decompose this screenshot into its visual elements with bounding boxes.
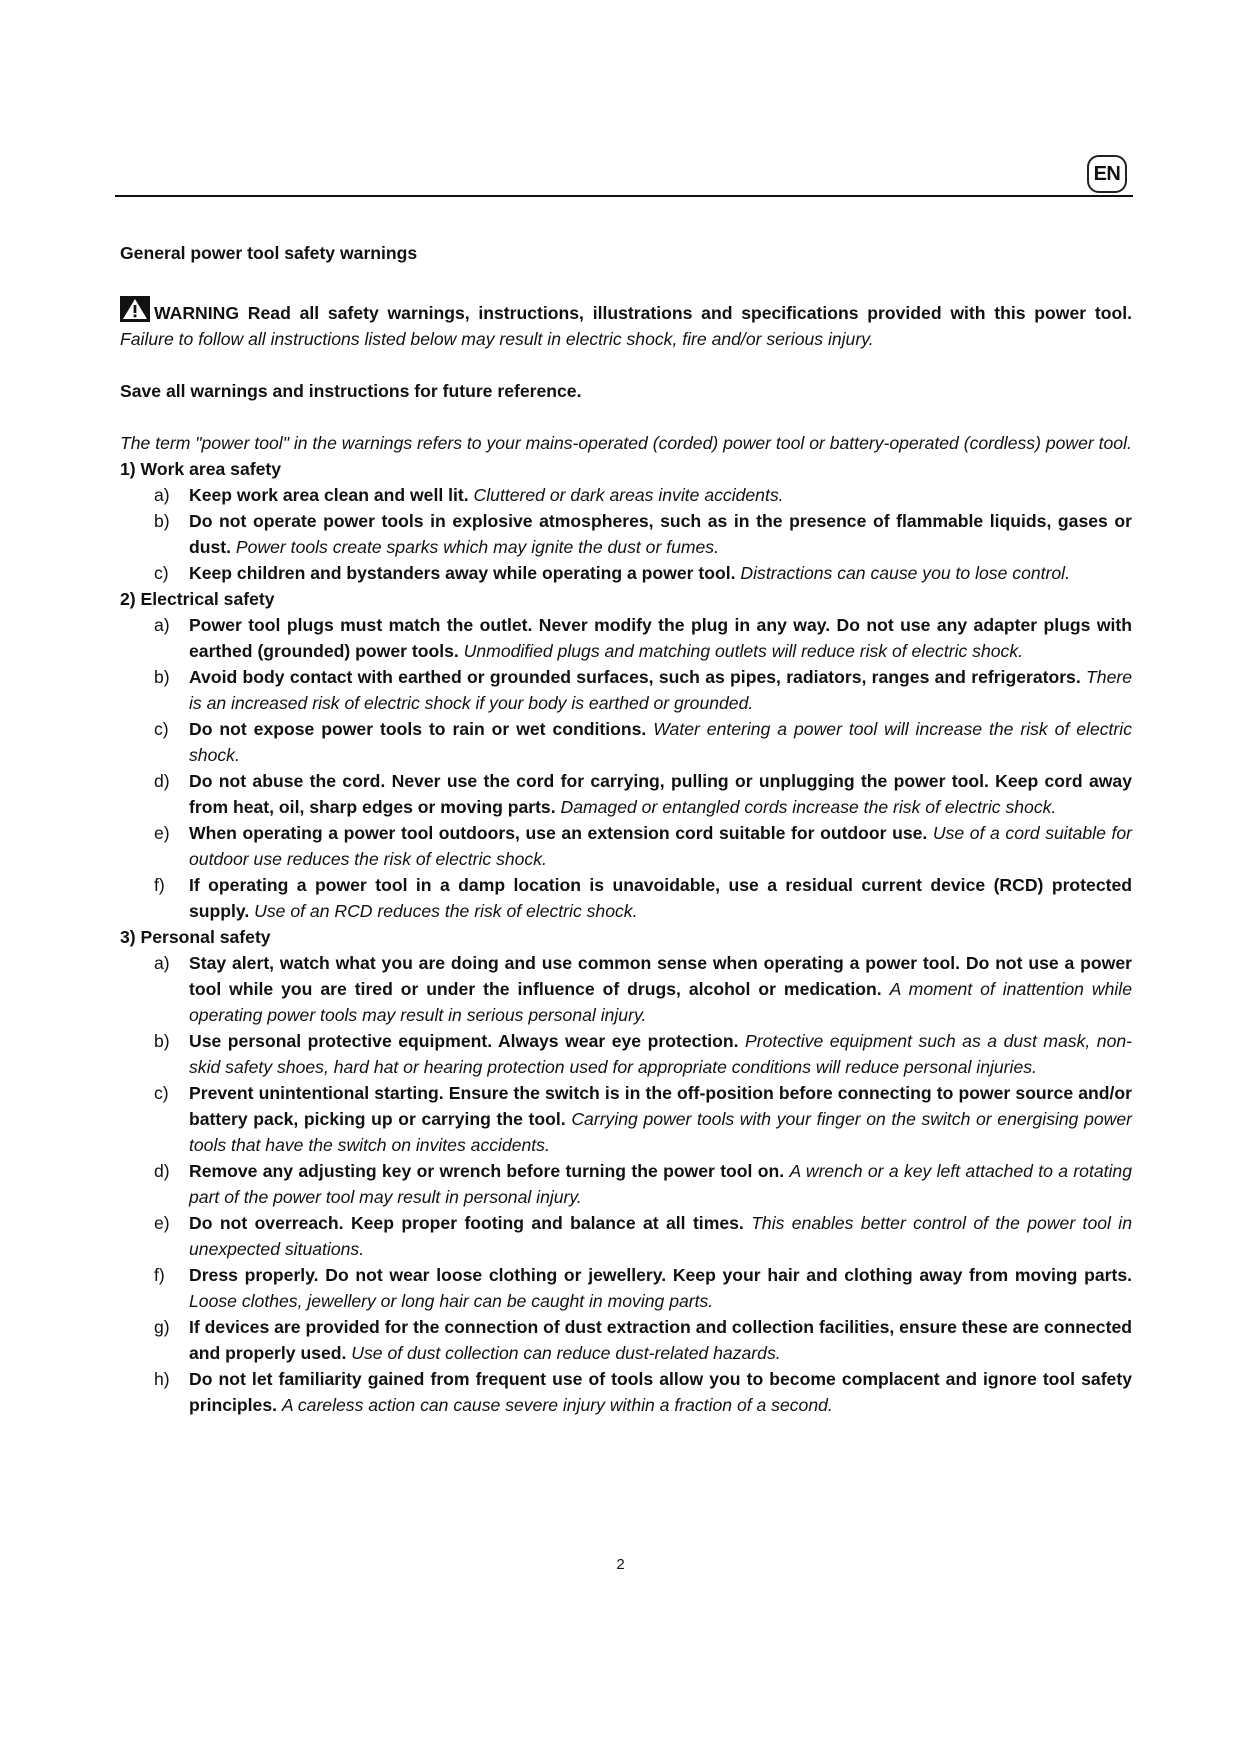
warning-bold-text: Read all safety warnings, instructions, illustrations and specifications provided with this power tool. xyxy=(247,303,1132,323)
term-note: The term "power tool" in the warnings refers to your mains-operated (corded) power tool or battery-operated (cordless) power tool. xyxy=(120,433,1132,453)
document-body xyxy=(120,240,1132,1418)
list-item xyxy=(120,820,1132,872)
safety-section xyxy=(120,586,1132,924)
list-item xyxy=(120,1262,1132,1314)
item-instruction: Remove any adjusting key or wrench before turning the power tool on. xyxy=(189,1161,785,1181)
item-explanation: Damaged or entangled cords increase the risk of electric shock. xyxy=(560,797,1057,817)
item-explanation: Use of dust collection can reduce dust-related hazards. xyxy=(351,1343,781,1363)
item-letter: c) xyxy=(154,563,169,583)
item-instruction: Do not expose power tools to rain or wet conditions. xyxy=(189,719,647,739)
item-instruction: Do not overreach. Keep proper footing and balance at all times. xyxy=(189,1213,744,1233)
list-item xyxy=(120,664,1132,716)
safety-section xyxy=(120,456,1132,586)
page-number: 2 xyxy=(616,1556,625,1573)
item-letter: b) xyxy=(154,511,170,531)
item-instruction: Use personal protective equipment. Always wear eye protection. xyxy=(189,1031,739,1051)
item-explanation: Loose clothes, jewellery or long hair can be caught in moving parts. xyxy=(189,1291,714,1311)
item-letter: b) xyxy=(154,1031,170,1051)
list-item xyxy=(120,768,1132,820)
warning-paragraph xyxy=(120,296,1132,352)
item-instruction: Do not operate power tools in explosive atmospheres, such as in the presence of flammable liquids, gases or dust. xyxy=(189,511,1132,557)
item-instruction: Do not let familiarity gained from frequent use of tools allow you to become complacent and ignore tool safety principles. xyxy=(189,1369,1132,1415)
item-letter: c) xyxy=(154,719,169,739)
item-instruction: Power tool plugs must match the outlet. Never modify the plug in any way. Do not use any adapter plugs with earthed (grounded) power tools. xyxy=(189,615,1132,661)
item-letter: f) xyxy=(154,1265,165,1285)
item-letter: e) xyxy=(154,1213,170,1233)
item-instruction: Avoid body contact with earthed or grounded surfaces, such as pipes, radiators, ranges and refrigerators. xyxy=(189,667,1081,687)
section-item-list xyxy=(120,612,1132,924)
item-instruction: Stay alert, watch what you are doing and use common sense when operating a power tool. Do not use a power tool while you are tired or under the influence of drugs, alcohol or medication. xyxy=(189,953,1132,999)
save-note: Save all warnings and instructions for future reference. xyxy=(120,381,582,401)
list-item xyxy=(120,612,1132,664)
list-item xyxy=(120,1366,1132,1418)
item-instruction: When operating a power tool outdoors, use an extension cord suitable for outdoor use. xyxy=(189,823,928,843)
item-instruction: Do not abuse the cord. Never use the cord for carrying, pulling or unplugging the power tool. Keep cord away from heat, oil, sharp edges or moving parts. xyxy=(189,771,1132,817)
item-letter: c) xyxy=(154,1083,169,1103)
section-item-list xyxy=(120,482,1132,586)
item-letter: a) xyxy=(154,485,170,505)
warning-label: WARNING xyxy=(154,303,240,323)
item-explanation: Use of an RCD reduces the risk of electric shock. xyxy=(254,901,638,921)
item-letter: f) xyxy=(154,875,165,895)
item-explanation: Distractions can cause you to lose control. xyxy=(740,563,1070,583)
item-instruction: If operating a power tool in a damp location is unavoidable, use a residual current device (RCD) protected supply. xyxy=(189,875,1132,921)
item-letter: b) xyxy=(154,667,170,687)
section-heading: 1) Work area safety xyxy=(120,459,282,479)
section-heading: 2) Electrical safety xyxy=(120,589,275,609)
list-item xyxy=(120,508,1132,560)
item-letter: h) xyxy=(154,1369,170,1389)
list-item xyxy=(120,716,1132,768)
item-explanation: There is an increased risk of electric shock if your body is earthed or grounded. xyxy=(189,667,1132,713)
list-item xyxy=(120,1314,1132,1366)
item-explanation: Water entering a power tool will increase the risk of electric shock. xyxy=(189,719,1132,765)
list-item xyxy=(120,1210,1132,1262)
item-letter: g) xyxy=(154,1317,170,1337)
item-instruction: If devices are provided for the connection of dust extraction and collection facilities, ensure these are connected and properly used. xyxy=(189,1317,1132,1363)
item-explanation: Carrying power tools with your finger on the switch or energising power tools that have the switch on invites accidents. xyxy=(189,1109,1133,1155)
item-explanation: Cluttered or dark areas invite accidents. xyxy=(473,485,784,505)
list-item xyxy=(120,1028,1132,1080)
item-instruction: Keep work area clean and well lit. xyxy=(189,485,469,505)
item-explanation: Power tools create sparks which may ignite the dust or fumes. xyxy=(235,537,719,557)
item-explanation: Protective equipment such as a dust mask, non-skid safety shoes, hard hat or hearing protection used for appropriate conditions will reduce personal injuries. xyxy=(189,1031,1133,1077)
section-item-list xyxy=(120,950,1132,1418)
safety-section xyxy=(120,924,1132,1418)
list-item xyxy=(120,482,1132,508)
item-letter: d) xyxy=(154,771,170,791)
list-item xyxy=(120,560,1132,586)
item-letter: a) xyxy=(154,615,170,635)
item-instruction: Keep children and bystanders away while operating a power tool. xyxy=(189,563,736,583)
warning-triangle-icon xyxy=(120,296,150,322)
item-letter: d) xyxy=(154,1161,170,1181)
item-explanation: Use of a cord suitable for outdoor use reduces the risk of electric shock. xyxy=(189,823,1132,869)
item-letter: e) xyxy=(154,823,170,843)
safety-sections xyxy=(120,456,1132,1418)
item-explanation: Unmodified plugs and matching outlets will reduce risk of electric shock. xyxy=(463,641,1024,661)
page-title: General power tool safety warnings xyxy=(120,243,418,263)
item-instruction: Prevent unintentional starting. Ensure the switch is in the off-position before connecting to power source and/or battery pack, picking up or carrying the tool. xyxy=(189,1083,1132,1129)
item-explanation: A moment of inattention while operating power tools may result in serious personal injury. xyxy=(189,979,1132,1025)
section-heading: 3) Personal safety xyxy=(120,927,271,947)
language-badge: EN xyxy=(1087,155,1127,193)
item-explanation: This enables better control of the power tool in unexpected situations. xyxy=(189,1213,1132,1259)
item-letter: a) xyxy=(154,953,170,973)
warning-italic-text: Failure to follow all instructions listed below may result in electric shock, fire and/or serious injury. xyxy=(120,329,874,349)
item-explanation: A careless action can cause severe injury within a fraction of a second. xyxy=(281,1395,833,1415)
list-item xyxy=(120,872,1132,924)
list-item xyxy=(120,1080,1132,1158)
item-explanation: A wrench or a key left attached to a rotating part of the power tool may result in personal injury. xyxy=(189,1161,1133,1207)
item-instruction: Dress properly. Do not wear loose clothing or jewellery. Keep your hair and clothing away from moving parts. xyxy=(189,1265,1132,1285)
list-item xyxy=(120,950,1132,1028)
header-divider xyxy=(115,195,1133,197)
list-item xyxy=(120,1158,1132,1210)
